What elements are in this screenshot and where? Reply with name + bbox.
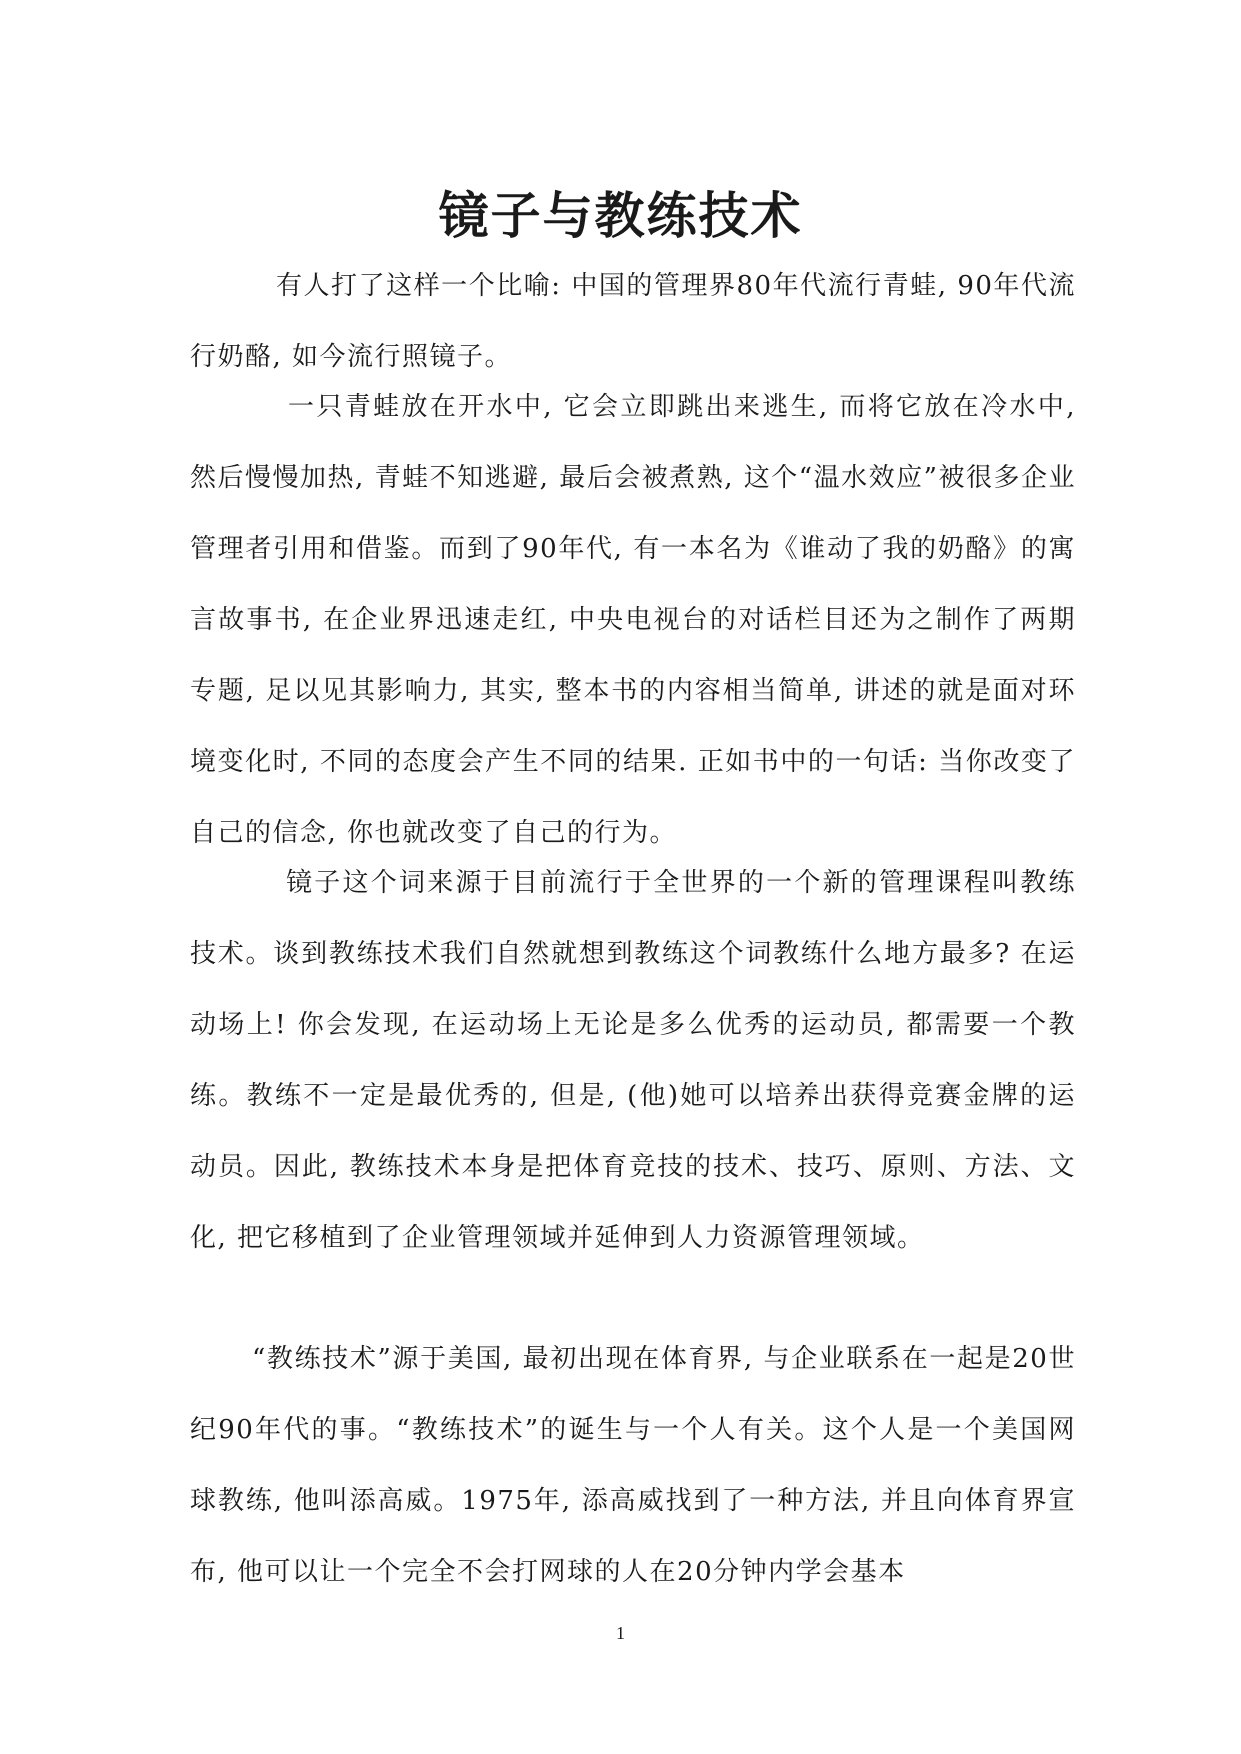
page-title: 镜子与教练技术 [438, 185, 803, 245]
paragraph-frog-and-cheese: 一只青蛙放在开水中, 它会立即跳出来逃生, 而将它放在冷水中, 然后慢慢加热, 青蛙不知逃避, 最后会被煮熟, 这个“温水效应”被很多企业管理者引用和借鉴。而到了90年代, 有一本名为《谁动了我的奶酪》的寓言故事书, 在企业界迅速走红, 中央电视台的对话栏目还为之制作了两期专题, 足以见其影响力, 其实, 整本书的内容相当简单, 讲述的就是面对环境变化时, 不同的态度会产生不同的结果. 正如书中的一句话: 当你改变了自己的信念, 你也就改变了自己的行为。 [190, 392, 1076, 848]
page-number: 1 [616, 1623, 625, 1643]
paragraph-mirror-coaching: 镜子这个词来源于目前流行于全世界的一个新的管理课程叫教练技术。谈到教练技术我们自然就想到教练这个词教练什么地方最多? 在运动场上! 你会发现, 在运动场上无论是多么优秀的运动员, 都需要一个教练。教练不一定是最优秀的, 但是, (他)她可以培养出获得竞赛金牌的运动员。因此, 教练技术本身是把体育竞技的技术、技巧、原则、方法、文化, 把它移植到了企业管理领域并延伸到人力资源管理领域。 [190, 868, 1076, 1253]
paragraph-coaching-origin: “教练技术”源于美国, 最初出现在体育界, 与企业联系在一起是20世纪90年代的事。“教练技术”的诞生与一个人有关。这个人是一个美国网球教练, 他叫添高威。1975年, 添高威找到了一种方法, 并且向体育界宣布, 他可以让一个完全不会打网球的人在20分钟内学会基本 [190, 1344, 1076, 1587]
paragraph-metaphor: 有人打了这样一个比喻: 中国的管理界80年代流行青蛙, 90年代流行奶酪, 如今流行照镜子。 [190, 271, 1076, 372]
